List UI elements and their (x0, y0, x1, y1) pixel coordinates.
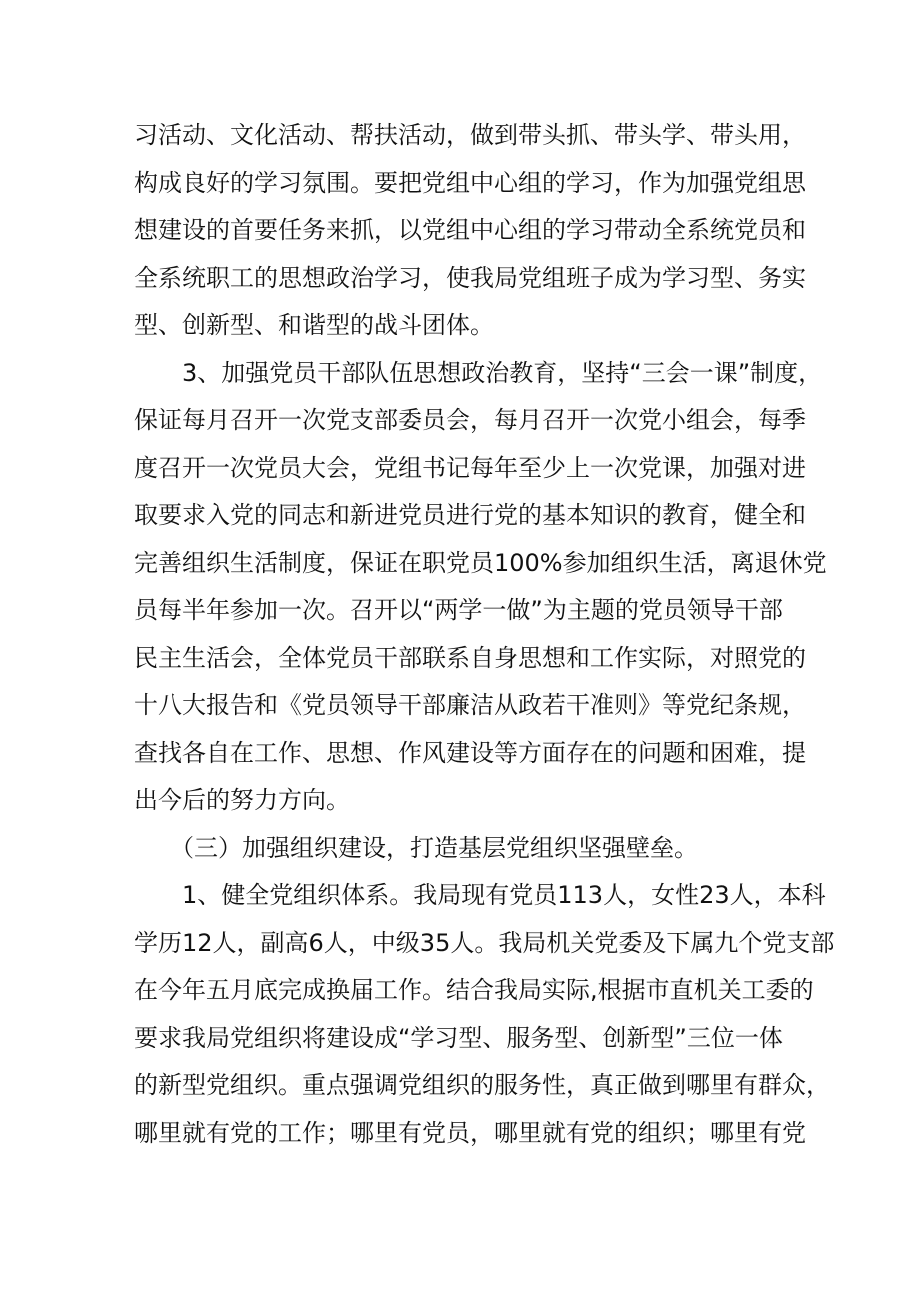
section-heading: （三）加强组织建设，打造基层党组织坚强壁垒。 (134, 833, 698, 862)
text-line: 哪里就有党的工作；哪里有党员，哪里就有党的组织；哪里有党 (134, 1118, 806, 1147)
text-line: 学历12人，副高6人，中级35人。我局机关党委及下属九个党支部 (134, 928, 835, 957)
document-body (134, 112, 835, 1157)
text-line: 在今年五月底完成换届工作。结合我局实际,根据市直机关工委的 (134, 976, 814, 1004)
text-line: 保证每月召开一次党支部委员会，每月召开一次党小组会，每季 (134, 406, 806, 434)
text-line: 完善组织生活制度，保证在职党员100%参加组织生活，离退休党 (134, 548, 827, 577)
text-line: 要求我局党组织将建设成“学习型、服务型、创新型”三位一体 (134, 1023, 783, 1052)
text-line: 度召开一次党员大会，党组书记每年至少上一次党课，加强对进 (134, 453, 806, 482)
text-line: 习活动、文化活动、帮扶活动，做到带头抓、带头学、带头用， (134, 121, 806, 149)
paragraph-3-start: 3、加强党员干部队伍思想政治教育，坚持“三会一课”制度， (134, 358, 823, 387)
text-line: 构成良好的学习氛围。要把党组中心组的学习，作为加强党组思 (134, 168, 806, 197)
text-line: 全系统职工的思想政治学习，使我局党组班子成为学习型、务实 (134, 263, 806, 292)
text-line: 想建设的首要任务来抓，以党组中心组的学习带动全系统党员和 (134, 216, 806, 244)
paragraph-1-start: 1、健全党组织体系。我局现有党员113人，女性23人，本科 (134, 881, 826, 909)
text-line: 查找各自在工作、思想、作风建设等方面存在的问题和困难，提 (134, 738, 806, 767)
text-line: 民主生活会，全体党员干部联系自身思想和工作实际，对照党的 (134, 643, 806, 672)
text-line: 十八大报告和《党员领导干部廉洁从政若干准则》等党纪条规， (134, 691, 806, 719)
text-line: 员每半年参加一次。召开以“两学一做”为主题的党员领导干部 (134, 596, 783, 624)
text-line: 的新型党组织。重点强调党组织的服务性，真正做到哪里有群众， (134, 1071, 830, 1099)
text-line: 型、创新型、和谐型的战斗团体。 (134, 311, 494, 339)
text-line: 出今后的努力方向。 (134, 786, 350, 814)
text-line: 取要求入党的同志和新进党员进行党的基本知识的教育，健全和 (134, 501, 806, 529)
